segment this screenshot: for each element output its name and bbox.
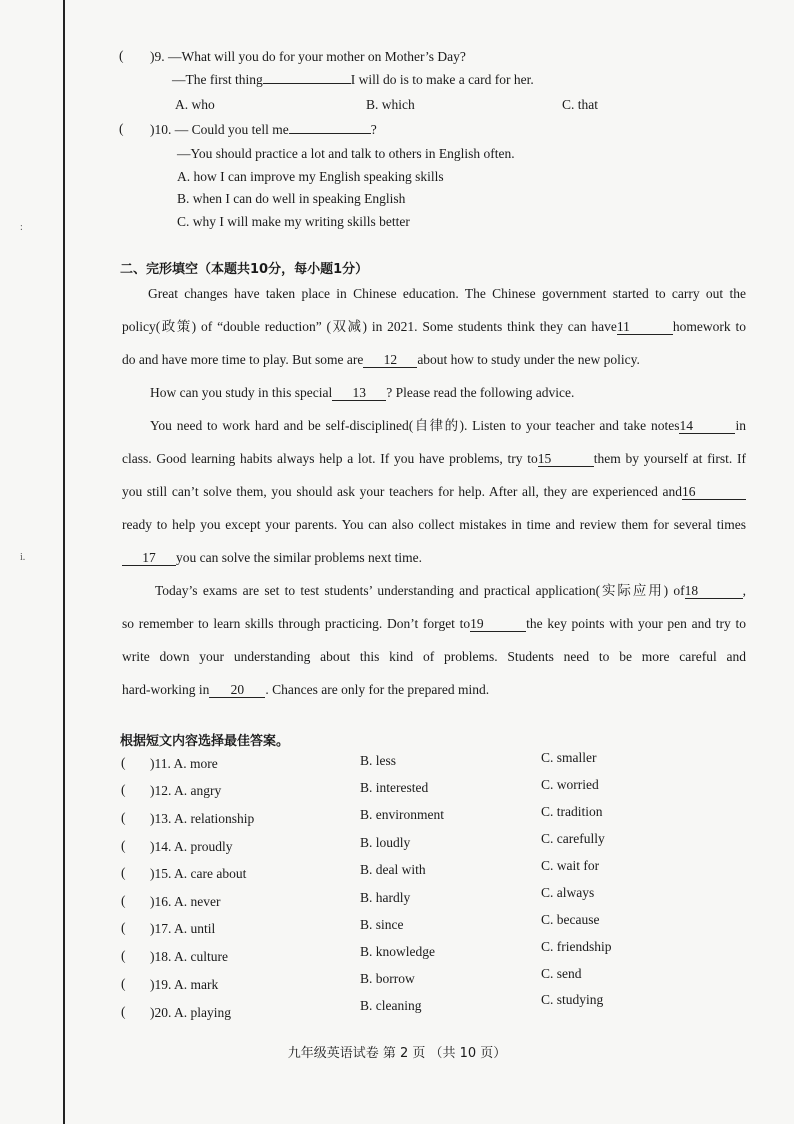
cloze-blank-16[interactable]: 16	[682, 484, 746, 500]
answer-paren-open: (	[121, 782, 126, 797]
side-mark: i.	[20, 552, 26, 563]
option-c: C. tradition	[541, 804, 603, 819]
option-b: B. interested	[360, 780, 429, 795]
option-b: B. environment	[360, 807, 444, 822]
passage-line: you still can’t solve them, you should ask your teachers for help. After all, they are experienced and16	[122, 483, 746, 501]
side-mark: :	[20, 222, 23, 233]
option-a: A. who	[175, 97, 215, 112]
option-a: )17. A. until	[150, 921, 216, 936]
option-a: )18. A. culture	[150, 949, 228, 964]
option-b: B. loudly	[360, 835, 411, 850]
passage-line: How can you study in this special 13 ? Please read the following advice.	[150, 385, 575, 400]
passage-line: policy(政策) of “double reduction” (双减) in 2021. Some students think they can have11 homework to	[122, 319, 746, 334]
page-footer: 九年级英语试卷 第 2 页 （共 10 页）	[287, 1046, 507, 1061]
option-c: C. send	[541, 966, 582, 981]
question-prompt: )10. — Could you tell me ?	[150, 122, 377, 137]
option-a: A. how I can improve my English speaking skills	[177, 169, 444, 184]
cloze-blank-20[interactable]: 20	[209, 682, 265, 698]
option-a: )11. A. more	[150, 756, 218, 771]
answer-paren-open: (	[119, 121, 124, 136]
options-instruction: 根据短文内容选择最佳答案。	[120, 734, 290, 749]
passage-line: do and have more time to play. But some are 12 about how to study under the new policy.	[122, 352, 640, 367]
question-prompt: )9. —What will you do for your mother on Mother’s Day?	[150, 49, 466, 64]
answer-paren-open: (	[121, 1004, 126, 1019]
margin-line	[63, 0, 65, 1124]
passage-line: ready to help you except your parents. You can also collect mistakes in time and review them for several times	[122, 517, 746, 532]
option-c: C. because	[541, 912, 600, 927]
answer-blank[interactable]	[263, 83, 351, 84]
cloze-blank-17[interactable]: 17	[122, 550, 176, 566]
option-c: C. wait for	[541, 858, 600, 873]
option-b: B. when I can do well in speaking English	[177, 191, 406, 206]
cloze-blank-11[interactable]: 11	[617, 319, 673, 335]
cloze-blank-18[interactable]: 18	[685, 583, 743, 599]
option-a: )15. A. care about	[150, 866, 247, 881]
answer-paren-open: (	[119, 48, 124, 63]
answer-paren-open: (	[121, 976, 126, 991]
option-b: B. which	[366, 97, 415, 112]
option-a: )16. A. never	[150, 894, 221, 909]
question-answer: —The first thing I will do is to make a card for her.	[172, 72, 534, 87]
option-a: )12. A. angry	[150, 783, 222, 798]
cloze-blank-15[interactable]: 15	[538, 451, 594, 467]
option-b: B. cleaning	[360, 998, 422, 1013]
passage-line: write down your understanding about this kind of problems. Students need to be more careful and	[122, 649, 746, 664]
answer-paren-open: (	[121, 948, 126, 963]
option-b: B. knowledge	[360, 944, 435, 959]
option-a: )20. A. playing	[150, 1005, 231, 1020]
option-b: B. less	[360, 753, 397, 768]
option-b: B. since	[360, 917, 404, 932]
answer-paren-open: (	[121, 838, 126, 853]
option-a: )19. A. mark	[150, 977, 219, 992]
option-c: C. carefully	[541, 831, 605, 846]
option-c: C. always	[541, 885, 595, 900]
passage-line: class. Good learning habits always help a lot. If you have problems, try to15 them by yourself at first. If	[122, 451, 746, 466]
cloze-blank-14[interactable]: 14	[679, 418, 735, 434]
option-c: C. that	[562, 97, 598, 112]
passage-line: Today’s exams are set to test students’ understanding and practical application(实际应用) of18 ,	[155, 583, 746, 598]
answer-paren-open: (	[121, 810, 126, 825]
cloze-blank-13[interactable]: 13	[332, 385, 386, 401]
option-c: C. smaller	[541, 750, 597, 765]
cloze-blank-19[interactable]: 19	[470, 616, 526, 632]
option-c: C. worried	[541, 777, 599, 792]
passage-line: Great changes have taken place in Chinese education. The Chinese government started to carry out the	[148, 286, 746, 301]
answer-blank[interactable]	[289, 133, 371, 134]
answer-paren-open: (	[121, 893, 126, 908]
passage-line: You need to work hard and be self-disciplined(自律的). Listen to your teacher and take notes14 in	[150, 418, 746, 433]
passage-line: 17 you can solve the similar problems next time.	[122, 549, 422, 567]
option-c: C. friendship	[541, 939, 612, 954]
option-a: )13. A. relationship	[150, 811, 255, 826]
answer-paren-open: (	[121, 755, 126, 770]
question-answer: —You should practice a lot and talk to others in English often.	[177, 146, 515, 161]
option-c: C. studying	[541, 992, 604, 1007]
option-a: )14. A. proudly	[150, 839, 233, 854]
section-heading: 二、完形填空（本题共10分，每小题1分）	[120, 262, 369, 277]
answer-paren-open: (	[121, 865, 126, 880]
option-c: C. why I will make my writing skills better	[177, 214, 410, 229]
option-b: B. borrow	[360, 971, 415, 986]
passage-line: hard-working in 20 . Chances are only for the prepared mind.	[122, 682, 490, 697]
option-b: B. deal with	[360, 862, 426, 877]
answer-paren-open: (	[121, 920, 126, 935]
option-b: B. hardly	[360, 890, 411, 905]
cloze-blank-12[interactable]: 12	[363, 352, 417, 368]
passage-line: so remember to learn skills through practicing. Don’t forget to19 the key points with your pen and try to	[122, 616, 746, 631]
